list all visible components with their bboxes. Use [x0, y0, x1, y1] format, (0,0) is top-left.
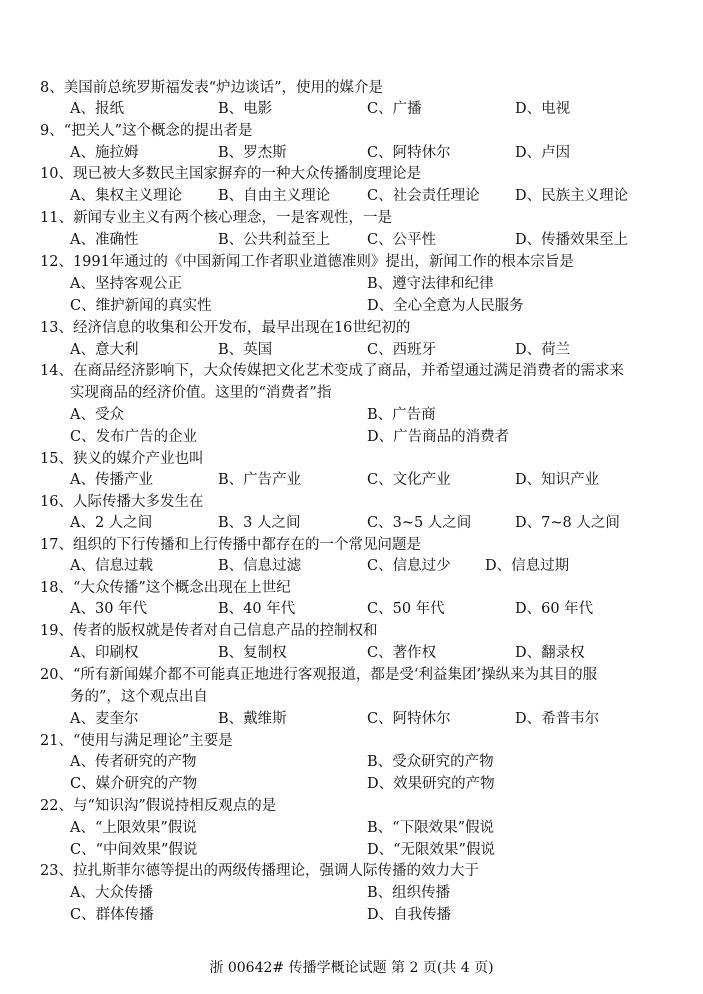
option-b: B、“下限效果”假说	[367, 820, 494, 836]
question-17-stem: 17、组织的下行传播和上行传播中都存在的一个常见问题是	[40, 537, 421, 553]
option-a: A、坚持客观公正	[70, 276, 182, 292]
option-a: A、大众传播	[70, 885, 153, 901]
question-11-stem: 11、新闻专业主义有两个核心理念，一是客观性，一是	[40, 210, 392, 226]
option-d: D、自我传播	[367, 907, 452, 923]
option-b: B、戴维斯	[218, 711, 287, 727]
option-c: C、媒介研究的产物	[70, 776, 198, 792]
option-c: C、50 年代	[367, 601, 445, 617]
question-16-stem: 16、人际传播大多发生在	[40, 494, 204, 510]
option-a: A、麦奎尔	[70, 711, 139, 727]
page-footer: 浙 00642# 传播学概论试题 第 2 页(共 4 页)	[209, 960, 494, 976]
question-19-stem: 19、传者的版权就是传者对自己信息产品的控制权和	[40, 623, 378, 639]
option-a: A、报纸	[70, 101, 124, 117]
option-b: B、广告产业	[218, 472, 302, 488]
question-20-stem: 20、“所有新闻媒介都不可能真正地进行客观报道，都是受‘利益集团’操纵来为其目的服	[40, 667, 598, 683]
option-d: D、信息过期	[485, 558, 570, 574]
option-b: B、遵守法律和纪律	[367, 276, 494, 292]
option-a: A、施拉姆	[70, 145, 139, 161]
option-a: A、准确性	[70, 232, 139, 248]
question-18-stem: 18、“大众传播”这个概念出现在上世纪	[40, 580, 291, 596]
option-b: B、广告商	[367, 407, 436, 423]
option-d: D、翻录权	[515, 645, 585, 661]
option-c: C、广播	[367, 101, 422, 117]
question-14-stem: 14、在商品经济影响下，大众传媒把文化艺术变成了商品，并希望通过满足消费者的需求来	[40, 363, 624, 379]
option-c: C、社会责任理论	[367, 188, 480, 204]
question-14-stem-continued: 实现商品的经济价值。这里的“消费者”指	[70, 385, 332, 401]
question-22-stem: 22、与“知识沟”假说持相反观点的是	[40, 798, 277, 814]
option-b: B、罗杰斯	[218, 145, 287, 161]
option-d: D、7~8 人之间	[515, 515, 620, 531]
question-8-stem: 8、美国前总统罗斯福发表“炉边谈话”，使用的媒介是	[40, 80, 384, 96]
option-a: A、“上限效果”假说	[70, 820, 197, 836]
option-c: C、3~5 人之间	[367, 515, 472, 531]
option-a: A、传者研究的产物	[70, 754, 197, 770]
option-a: A、印刷权	[70, 645, 139, 661]
option-a: A、集权主义理论	[70, 188, 182, 204]
option-d: D、民族主义理论	[515, 188, 629, 204]
option-c: C、文化产业	[367, 472, 451, 488]
option-d: D、传播效果至上	[515, 232, 629, 248]
option-d: D、全心全意为人民服务	[367, 298, 524, 314]
option-d: D、荷兰	[515, 342, 571, 358]
option-c: C、维护新闻的真实性	[70, 298, 212, 314]
option-c: C、西班牙	[367, 342, 437, 358]
question-21-stem: 21、“使用与满足理论”主要是	[40, 733, 233, 749]
option-a: A、30 年代	[70, 601, 148, 617]
option-c: C、著作权	[367, 645, 437, 661]
option-d: D、知识产业	[515, 472, 600, 488]
question-23-stem: 23、拉扎斯菲尔德等提出的两级传播理论，强调人际传播的效力大于	[40, 863, 479, 879]
option-b: B、电影	[218, 101, 273, 117]
option-d: D、效果研究的产物	[367, 776, 495, 792]
question-10-stem: 10、现已被大多数民主国家摒弃的一种大众传播制度理论是	[40, 166, 421, 182]
question-15-stem: 15、狭义的媒介产业也叫	[40, 451, 204, 467]
option-b: B、英国	[218, 342, 273, 358]
option-a: A、传播产业	[70, 472, 153, 488]
option-a: A、意大利	[70, 342, 139, 358]
question-13-stem: 13、经济信息的收集和公开发布，最早出现在16世纪初的	[40, 320, 411, 336]
option-b: B、组织传播	[367, 885, 451, 901]
option-c: C、信息过少	[367, 558, 451, 574]
option-b: B、信息过滤	[218, 558, 302, 574]
option-b: B、3 人之间	[218, 515, 301, 531]
option-d: D、电视	[515, 101, 571, 117]
option-b: B、自由主义理论	[218, 188, 331, 204]
option-c: C、公平性	[367, 232, 437, 248]
question-20-stem-continued: 务的”，这个观点出自	[70, 689, 208, 705]
option-d: D、广告商品的消费者	[367, 429, 510, 445]
option-a: A、2 人之间	[70, 515, 153, 531]
option-b: B、40 年代	[218, 601, 296, 617]
option-c: C、阿特休尔	[367, 711, 451, 727]
question-12-stem: 12、1991年通过的《中国新闻工作者职业道德准则》提出，新闻工作的根本宗旨是	[40, 254, 574, 270]
option-d: D、“无限效果”假说	[367, 842, 495, 858]
option-b: B、公共利益至上	[218, 232, 331, 248]
option-d: D、60 年代	[515, 601, 594, 617]
option-d: D、卢因	[515, 145, 571, 161]
option-b: B、复制权	[218, 645, 287, 661]
question-9-stem: 9、“把关人”这个概念的提出者是	[40, 123, 253, 139]
option-c: C、群体传播	[70, 907, 154, 923]
option-c: C、发布广告的企业	[70, 429, 198, 445]
option-b: B、受众研究的产物	[367, 754, 494, 770]
option-d: D、希普韦尔	[515, 711, 600, 727]
option-a: A、受众	[70, 407, 124, 423]
option-c: C、阿特休尔	[367, 145, 451, 161]
option-c: C、“中间效果”假说	[70, 842, 198, 858]
option-a: A、信息过载	[70, 558, 153, 574]
